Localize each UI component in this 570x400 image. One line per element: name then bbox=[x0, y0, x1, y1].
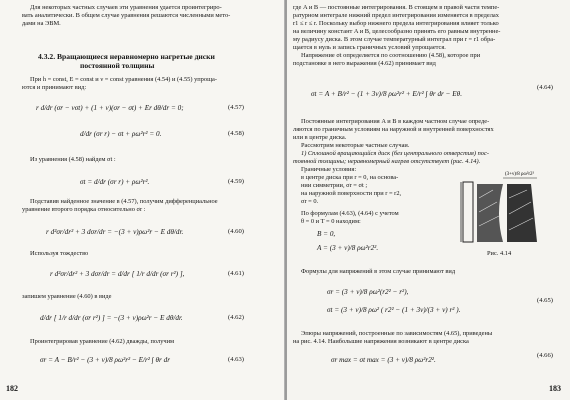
equation-4-63: σr = A − B/r² − (3 + ν)/8 ρω²r² − E/r² ∫ θr dr bbox=[40, 356, 171, 364]
text-line: ляются по граничным условиям на наружной и внутренней поверхностях bbox=[293, 126, 494, 133]
equation-4-65-b: σt = (3 + ν)/8 ρω² ( r2² − (1 + 3ν)/(3 + ν) r² ). bbox=[327, 306, 461, 314]
equation-label: (4.61) bbox=[228, 270, 244, 277]
text-line: Напряжение σt определяется по соотношению (4.58), которое при bbox=[301, 52, 481, 59]
equation-label: (4.64) bbox=[537, 84, 553, 91]
radial-stress-diagram bbox=[477, 184, 503, 242]
equation-4-64: σt = A + B/r² − (1 + 3ν)/8 ρω²r² + E/r² ∫ θr dr − Eθ. bbox=[311, 90, 462, 98]
equation-4-61: r d²σr/dr² + 3 dσr/dr = d/dr [ 1/r d/dr (σr r²) ], bbox=[50, 270, 185, 278]
disk-section bbox=[463, 182, 473, 242]
figure-label: (3+ν)/8 ρω²r2² bbox=[505, 172, 534, 177]
text-line: Для некоторых частных случаев эти уравнения удается проинтегриро- bbox=[30, 4, 222, 11]
text-line: При h = const, E = const и ν = const уравнения (4.54) и (4.55) упроща- bbox=[30, 76, 217, 83]
text-line: тоянной толщины; неравномерный нагрев отсутствует (рис. 4.14). bbox=[293, 158, 481, 165]
text-line: подстановке в него выражения (4.62) принимает вид bbox=[293, 60, 436, 67]
text-line: Эпюры напряжений, построенные по зависимостям (4.65), приведены bbox=[301, 330, 493, 337]
text-line: Формулы для напряжений в этом случае принимают вид bbox=[301, 268, 456, 275]
text-line: вать аналитически. В общем случае уравнения решаются численными мето- bbox=[22, 12, 231, 19]
text-line: Из уравнения (4.58) найдем σt : bbox=[30, 156, 116, 163]
hoop-stress-diagram bbox=[507, 184, 537, 242]
figure-4-14 bbox=[459, 168, 557, 248]
text-line: Граничные условия: bbox=[301, 166, 357, 173]
equation-b: B = 0, bbox=[317, 230, 336, 238]
text-line: му радиусу диска. В этом случае температурный интеграл при r = r1 обра- bbox=[293, 36, 496, 43]
equation-label: (4.60) bbox=[228, 228, 244, 235]
equation-label: (4.63) bbox=[228, 356, 244, 363]
text-line: Подставив найденное значение в (4.57), получим дифференциальное bbox=[30, 198, 218, 205]
text-line: θ = 0 и T = 0 находим: bbox=[301, 218, 361, 225]
text-line: Проинтегрировав уравнение (4.62) дважды, получим bbox=[30, 338, 175, 345]
equation-label: (4.57) bbox=[228, 104, 244, 111]
text-line: Используя тождество bbox=[30, 250, 89, 257]
text-line: ются и принимают вид: bbox=[22, 84, 87, 91]
equation-label: (4.58) bbox=[228, 130, 244, 137]
page-number: 182 bbox=[6, 384, 18, 393]
equation-4-62: d/dr [ 1/r d/dr (σr r²) ] = −(3 + ν)ρω²r − E dθ/dr. bbox=[40, 314, 183, 322]
right-page bbox=[287, 0, 570, 400]
equation-4-57: r d/dr (σr − νσt) + (1 + ν)(σr − σt) + Er dθ/dr = 0; bbox=[36, 104, 184, 112]
section-title: постоянной толщины bbox=[80, 61, 155, 70]
equation-4-66: σr max = σt max = (3 + ν)/8 ρω²r2². bbox=[331, 356, 436, 364]
text-line: σr = 0. bbox=[301, 198, 319, 205]
equation-label: (4.59) bbox=[228, 178, 244, 185]
text-line: на наружной поверхности при r = r2, bbox=[301, 190, 402, 197]
text-line: на величину констант A и B, целесообразно принять его равным внутренне- bbox=[293, 28, 501, 35]
equation-4-59: σt = d/dr (σr r) + ρω²r². bbox=[80, 178, 150, 186]
text-line: Рассмотрим некоторые частные случаи. bbox=[301, 142, 410, 149]
equation-4-65-a: σr = (3 + ν)/8 ρω²(r2² − r²), bbox=[327, 288, 409, 296]
equation-label: (4.62) bbox=[228, 314, 244, 321]
text-line: уравнение второго порядка относительно σr : bbox=[22, 206, 146, 213]
text-line: на рис. 4.14. Наибольшие напряжения возникают в центре диска bbox=[293, 338, 469, 345]
equation-label: (4.65) bbox=[537, 297, 553, 304]
equation-4-58: d/dr (σr r) − σt + ρω²r² = 0. bbox=[80, 130, 162, 138]
equation-label: (4.66) bbox=[537, 352, 553, 359]
equation-a: A = (3 + ν)/8 ρω²r2². bbox=[317, 244, 379, 252]
page-number: 183 bbox=[549, 384, 561, 393]
text-line: r1 ≤ r ≤ r. Поскольку выбор нижнего предела интегрирования влияет только bbox=[293, 20, 499, 27]
text-line: или в центре диска. bbox=[293, 134, 347, 141]
text-line: По формулам (4.63), (4.64) с учетом bbox=[301, 210, 399, 217]
text-line: запишем уравнение (4.60) в виде bbox=[22, 293, 112, 300]
text-line: ратурном интеграле нижний предел интегрирования изменяется в пределах bbox=[293, 12, 499, 19]
text-line: 1) Сплошной вращающийся диск (без центрального отверстия) пос- bbox=[301, 150, 489, 157]
text-line: где A и B — постоянные интегрирования. В стоящем в правой части темпе- bbox=[293, 4, 500, 11]
text-line: в центре диска при r = 0, на основа- bbox=[301, 174, 399, 181]
equation-4-60: r d²σr/dr² + 3 dσr/dr = −(3 + ν)ρω²r − E dθ/dr. bbox=[46, 228, 184, 236]
text-line: Постоянные интегрирования A и B в каждом частном случае опреде- bbox=[301, 118, 490, 125]
text-line: щается в нуль и запись граничных условий упрощается. bbox=[293, 44, 446, 51]
section-title: 4.3.2. Вращающиеся неравномерно нагретые диски bbox=[38, 52, 215, 61]
figure-caption: Рис. 4.14 bbox=[487, 250, 512, 257]
text-line: нии симметрии, σr = σt ; bbox=[301, 182, 368, 189]
text-line: дами на ЭВМ. bbox=[22, 20, 61, 27]
